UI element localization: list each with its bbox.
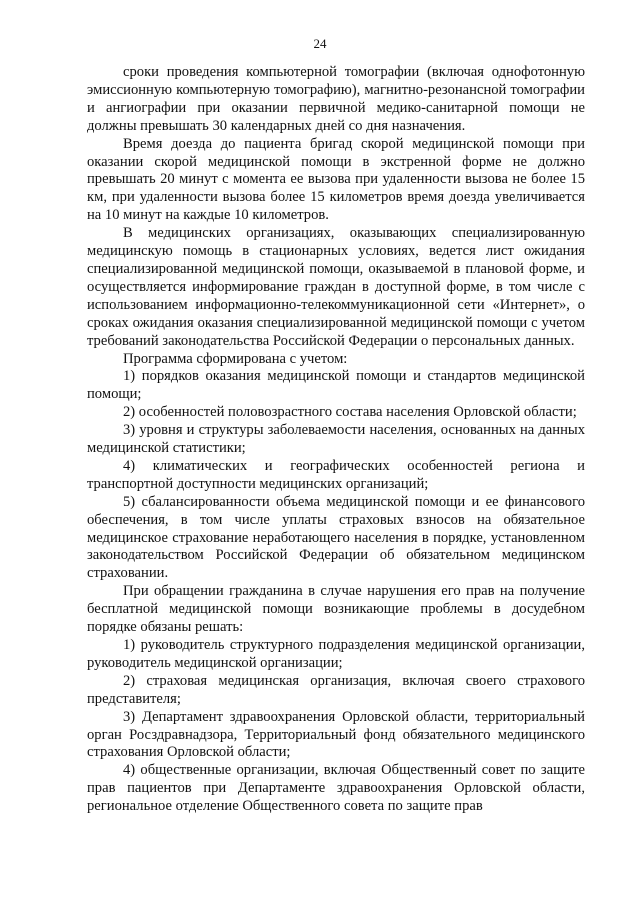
paragraph-rights-violation-intro: При обращении гражданина в случае нарушения его прав на получение бесплатной медицинской помощи возникающие проблемы в досудебном порядке обязаны решать:: [87, 583, 585, 636]
list-item-4-public-organizations: 4) общественные организации, включая Общественный совет по защите прав пациентов при Департаменте здравоохранения Орловской области, региональное отделение Общественного совета по защите прав: [87, 762, 585, 815]
list-item-1-head-of-organization: 1) руководитель структурного подразделения медицинской организации, руководитель медицинской организации;: [87, 637, 585, 671]
paragraph-ct-mri-deadline: сроки проведения компьютерной томографии (включая однофотонную эмиссионную компьютерную томографию), магнитно-резонансной томографии и ангиографии при оказании первичной медико-санитарной помощи не должны превышать 30 календарных дней со дня назначения.: [87, 64, 585, 134]
list-item-2-demographics: 2) особенностей половозрастного состава населения Орловской области;: [123, 404, 577, 421]
list-item-1-procedures: 1) порядков оказания медицинской помощи и стандартов медицинской помощи;: [87, 368, 585, 403]
list-item-4-climate-geography: 4) климатических и географических особенностей региона и транспортной доступности медицинских организаций;: [87, 457, 585, 492]
paragraph-ambulance-arrival-time: Время доезда до пациента бригад скорой медицинской помощи при оказании скорой медицинской помощи в экстренной форме не должно превышать 20 минут с момента ее вызова при удаленности вызова не более 15 км, при удаленности вызова более 15 километров время доезда увеличивается на 10 минут на каждые 10 километров.: [87, 135, 585, 224]
list-item-2-insurance-organization: 2) страховая медицинская организация, включая своего страхового представителя;: [87, 672, 585, 707]
list-item-3-morbidity: 3) уровня и структуры заболеваемости населения, основанных на данных медицинской статистики;: [87, 422, 585, 457]
document-body: [87, 64, 585, 816]
paragraph-program-basis-intro: Программа сформирована с учетом:: [123, 350, 348, 367]
page-number: 24: [313, 36, 327, 51]
paragraph-waiting-list: В медицинских организациях, оказывающих специализированную медицинскую помощь в стационарных условиях, ведется лист ожидания специализированной медицинской помощи, оказываемой в плановой форме, и осуществляется информирование граждан в доступной форме, в том числе с использованием информационно-телекоммуникационной сети «Интернет», о сроках ожидания оказания специализированной медицинской помощи с учетом требований законодательства Российской Федерации о персональных данных.: [87, 225, 585, 349]
list-item-5-financing-balance: 5) сбалансированности объема медицинской помощи и ее финансового обеспечения, в том числе уплаты страховых взносов на обязательное медицинское страхование неработающего населения в порядке, установленном законодательством Российской Федерации об обязательном медицинском страховании.: [87, 493, 585, 582]
list-item-3-health-department: 3) Департамент здравоохранения Орловской области, территориальный орган Росздравнадзора, Территориальный фонд обязательного медицинского страхования Орловской области;: [87, 708, 585, 761]
